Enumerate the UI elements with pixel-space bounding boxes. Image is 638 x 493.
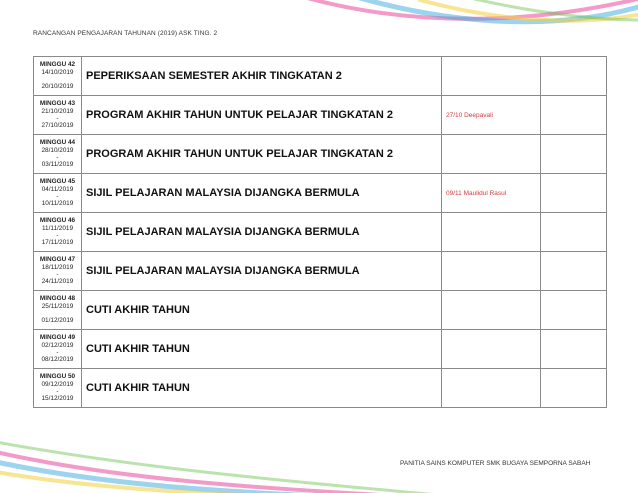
date-separator: - xyxy=(56,388,59,395)
table-row xyxy=(34,57,607,96)
week-cell xyxy=(34,135,82,174)
top-right-swoosh xyxy=(300,0,638,22)
activity-cell: PROGRAM AKHIR TAHUN UNTUK PELAJAR TINGKATAN 2 xyxy=(82,96,442,135)
week-end-date: 01/12/2019 xyxy=(41,317,74,325)
week-cell xyxy=(34,330,82,369)
week-cell xyxy=(34,57,82,96)
empty-cell xyxy=(541,291,607,330)
table-row xyxy=(34,174,607,213)
notes-cell: 09/11 Maulidul Rasul xyxy=(442,174,541,213)
week-cell xyxy=(34,174,82,213)
empty-cell xyxy=(541,330,607,369)
empty-cell xyxy=(541,174,607,213)
bottom-left-swoosh xyxy=(0,442,460,493)
week-label: MINGGU 48 xyxy=(39,295,76,303)
week-end-date: 15/12/2019 xyxy=(41,395,74,403)
date-separator: - xyxy=(56,154,59,161)
table-row xyxy=(34,135,607,174)
empty-cell xyxy=(541,135,607,174)
notes-cell xyxy=(442,252,541,291)
week-start-date: 21/10/2019 xyxy=(41,107,74,115)
empty-cell xyxy=(541,252,607,291)
activity-cell: CUTI AKHIR TAHUN xyxy=(82,291,442,330)
week-start-date: 14/10/2019 xyxy=(41,68,74,76)
activity-cell: SIJIL PELAJARAN MALAYSIA DIJANGKA BERMULA xyxy=(82,252,442,291)
week-end-date: 08/12/2019 xyxy=(41,356,74,364)
empty-cell xyxy=(541,96,607,135)
week-end-date: 03/11/2019 xyxy=(41,161,74,169)
week-cell xyxy=(34,252,82,291)
week-label: MINGGU 44 xyxy=(39,139,76,147)
week-cell xyxy=(34,369,82,408)
week-label: MINGGU 42 xyxy=(39,61,76,69)
date-separator xyxy=(34,76,81,83)
week-start-date: 28/10/2019 xyxy=(41,146,74,154)
week-start-date: 25/11/2019 xyxy=(41,302,74,310)
notes-cell xyxy=(442,330,541,369)
week-cell xyxy=(34,96,82,135)
week-start-date: 18/11/2019 xyxy=(41,263,74,271)
date-separator xyxy=(34,310,81,317)
week-label: MINGGU 49 xyxy=(39,334,76,342)
week-start-date: 11/11/2019 xyxy=(41,224,74,232)
empty-cell xyxy=(541,57,607,96)
activity-cell: PROGRAM AKHIR TAHUN UNTUK PELAJAR TINGKATAN 2 xyxy=(82,135,442,174)
table-row xyxy=(34,252,607,291)
notes-cell xyxy=(442,291,541,330)
week-end-date: 17/11/2019 xyxy=(41,239,74,247)
yearly-plan-table xyxy=(33,56,607,408)
date-separator: - xyxy=(56,232,59,239)
table-row xyxy=(34,213,607,252)
week-cell xyxy=(34,291,82,330)
document-header: RANCANGAN PENGAJARAN TAHUNAN (2019) ASK TING. 2 xyxy=(33,30,218,37)
week-end-date: 20/10/2019 xyxy=(41,83,74,91)
week-label: MINGGU 45 xyxy=(39,178,76,186)
activity-cell: SIJIL PELAJARAN MALAYSIA DIJANGKA BERMULA xyxy=(82,174,442,213)
week-end-date: 24/11/2019 xyxy=(41,278,74,286)
week-cell xyxy=(34,213,82,252)
table-row xyxy=(34,291,607,330)
notes-cell xyxy=(442,57,541,96)
table-row xyxy=(34,369,607,408)
notes-cell xyxy=(442,369,541,408)
empty-cell xyxy=(541,213,607,252)
activity-cell: CUTI AKHIR TAHUN xyxy=(82,330,442,369)
week-label: MINGGU 46 xyxy=(39,217,76,225)
week-end-date: 27/10/2019 xyxy=(41,122,74,130)
date-separator: - xyxy=(56,271,59,278)
week-label: MINGGU 47 xyxy=(39,256,76,264)
activity-cell: SIJIL PELAJARAN MALAYSIA DIJANGKA BERMULA xyxy=(82,213,442,252)
date-separator: - xyxy=(56,193,59,200)
table-row xyxy=(34,96,607,135)
activity-cell: CUTI AKHIR TAHUN xyxy=(82,369,442,408)
empty-cell xyxy=(541,369,607,408)
date-separator: - xyxy=(56,115,59,122)
week-start-date: 02/12/2019 xyxy=(41,341,74,349)
table-row xyxy=(34,330,607,369)
notes-cell xyxy=(442,213,541,252)
week-start-date: 04/11/2019 xyxy=(41,185,74,193)
notes-cell: 27/10 Deepavali xyxy=(442,96,541,135)
week-end-date: 10/11/2019 xyxy=(41,200,74,208)
notes-cell xyxy=(442,135,541,174)
date-separator: - xyxy=(56,349,59,356)
week-start-date: 09/12/2019 xyxy=(41,380,74,388)
document-footer: PANITIA SAINS KOMPUTER SMK BUGAYA SEMPORNA SABAH xyxy=(400,460,591,467)
week-label: MINGGU 50 xyxy=(39,373,76,381)
activity-cell: PEPERIKSAAN SEMESTER AKHIR TINGKATAN 2 xyxy=(82,57,442,96)
week-label: MINGGU 43 xyxy=(39,100,76,108)
